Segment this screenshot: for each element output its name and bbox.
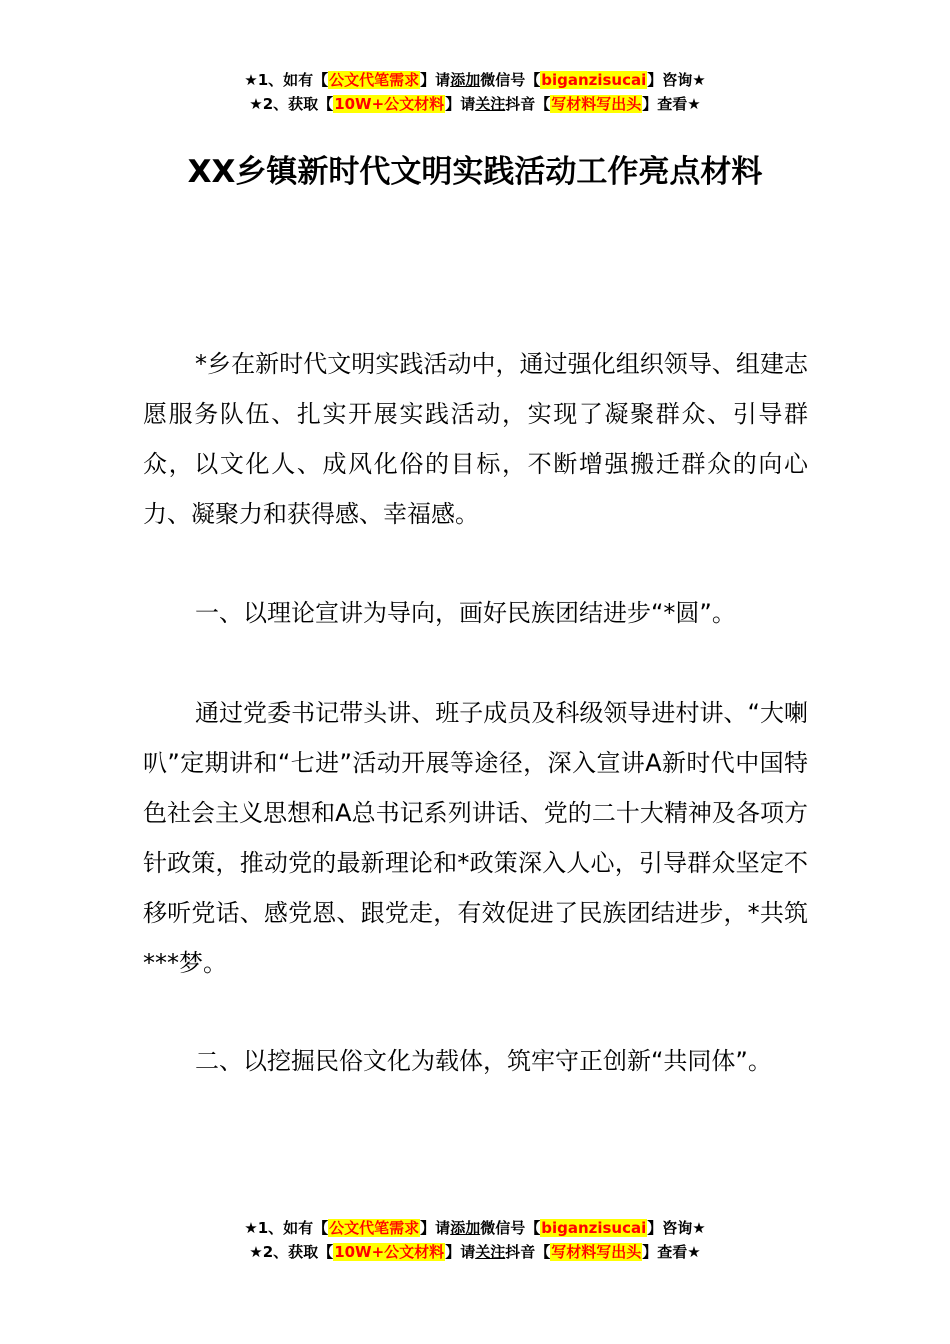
promo-text: 】请 (445, 95, 476, 113)
section-1-paragraph: 通过党委书记带头讲、班子成员及科级领导进村讲、“大喇叭”定期讲和“七进”活动开展等途径，深入宣讲A新时代中国特色社会主义思想和A总书记系列讲话、党的二十大精神及各项方针政策，推动党的最新理论和*政策深入人心，引导群众坚定不移听党话、感党恩、跟党走，有效促进了民族团结进步，*共筑***梦。 (143, 699, 808, 977)
intro-paragraph: *乡在新时代文明实践活动中，通过强化组织领导、组建志愿服务队伍、扎实开展实践活动，实现了凝聚群众、引导群众，以文化人、成风化俗的目标，不断增强搬迁群众的向心力、凝聚力和获得感、幸福感。 (143, 350, 808, 528)
promo-line-1 (0, 68, 950, 92)
document-title: XX乡镇新时代文明实践活动工作亮点材料 (187, 154, 763, 190)
promo-highlight: biganzisucai (541, 1219, 647, 1237)
promo-underlined: 关注 (475, 1243, 506, 1261)
promo-highlight: biganzisucai (541, 71, 647, 89)
promo-highlight: 公文代笔需求 (329, 1219, 420, 1237)
promo-text: 抖音【 (505, 95, 551, 113)
promo-text: ★2、获取【 (249, 1243, 334, 1261)
promo-highlight: 写材料写出头 (551, 1243, 642, 1261)
promo-line-1 (0, 1216, 950, 1240)
promo-highlight: 写材料写出头 (551, 95, 642, 113)
header-promo-banner (0, 68, 950, 116)
promo-text: 】请 (420, 1219, 451, 1237)
promo-text: 】查看★ (642, 1243, 701, 1261)
footer-promo-banner (0, 1216, 950, 1264)
promo-text: 】咨询★ (647, 71, 706, 89)
promo-underlined: 关注 (475, 95, 506, 113)
section-heading-2: 二、以挖掘民俗文化为载体，筑牢守正创新“共同体”。 (195, 1047, 772, 1075)
promo-underlined: 添加 (450, 71, 481, 89)
promo-text: 抖音【 (505, 1243, 551, 1261)
promo-text: 】请 (420, 71, 451, 89)
promo-text: ★1、如有【 (244, 71, 329, 89)
section-heading-1: 一、以理论宣讲为导向，画好民族团结进步“*圆”。 (195, 599, 736, 627)
promo-highlight: 10W+公文材料 (334, 95, 445, 113)
promo-text: 】咨询★ (647, 1219, 706, 1237)
promo-line-2 (0, 1240, 950, 1264)
promo-text: ★2、获取【 (249, 95, 334, 113)
promo-text: 微信号【 (480, 1219, 541, 1237)
promo-text: 】查看★ (642, 95, 701, 113)
promo-text: 】请 (445, 1243, 476, 1261)
promo-text: 微信号【 (480, 71, 541, 89)
promo-highlight: 10W+公文材料 (334, 1243, 445, 1261)
promo-line-2 (0, 92, 950, 116)
promo-text: ★1、如有【 (244, 1219, 329, 1237)
promo-highlight: 公文代笔需求 (329, 71, 420, 89)
promo-underlined: 添加 (450, 1219, 481, 1237)
